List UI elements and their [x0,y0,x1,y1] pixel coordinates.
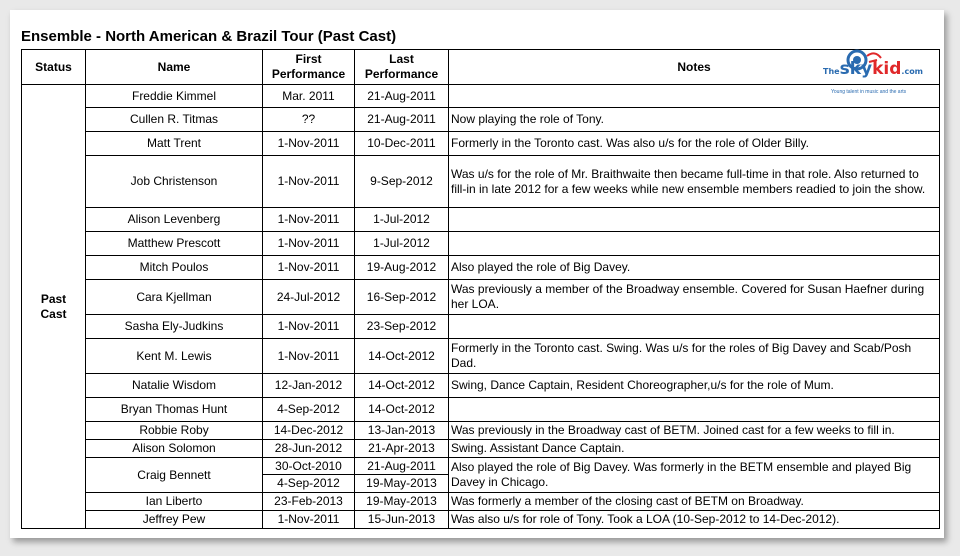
notes-cell: Was u/s for the role of Mr. Braithwaite then became full-time in that role. Also returned to fill-in in late 2012 for a few weeks while new ensemble members readied to join the show. [449,156,940,208]
cast-name-cell: Jeffrey Pew [86,511,263,529]
cast-name-cell: Alison Solomon [86,440,263,458]
table-row [22,132,940,156]
last-performance-cell: 21-Aug-2011 [355,85,449,108]
first-performance-cell: 30-Oct-2010 [263,458,355,475]
skykid-logo [823,48,933,96]
logo-kid: kid [872,59,902,79]
first-performance-cell: 24-Jul-2012 [263,280,355,315]
notes-cell [449,398,940,422]
first-performance-cell: Mar. 2011 [263,85,355,108]
cast-name-cell: Cullen R. Titmas [86,108,263,132]
table-row [22,440,940,458]
logo-sky: sky [839,59,873,79]
last-performance-cell: 23-Sep-2012 [355,315,449,339]
header-name: Name [86,50,263,85]
header-notes [449,50,940,95]
table-row [22,315,940,339]
table-row [22,280,940,315]
header-notes-label: Notes [677,59,711,74]
first-performance-cell: 23-Feb-2013 [263,493,355,511]
notes-cell [449,208,940,232]
cast-name-cell: Kent M. Lewis [86,339,263,374]
notes-cell: Was formerly a member of the closing cast of BETM on Broadway. [449,493,940,511]
first-performance-cell: 4-Sep-2012 [263,398,355,422]
header-last-performance: Last Performance [355,50,449,85]
header-row [22,50,940,85]
first-performance-cell: 4-Sep-2012 [263,475,355,493]
first-performance-cell: 14-Dec-2012 [263,422,355,440]
table-row [22,208,940,232]
cast-name-cell: Sasha Ely-Judkins [86,315,263,339]
cast-name-cell: Cara Kjellman [86,280,263,315]
cast-name-cell: Bryan Thomas Hunt [86,398,263,422]
first-performance-cell: ?? [263,108,355,132]
cast-name-cell: Job Christenson [86,156,263,208]
cast-name-cell: Robbie Roby [86,422,263,440]
notes-cell: Was also u/s for role of Tony. Took a LOA (10-Sep-2012 to 14-Dec-2012). [449,511,940,529]
table-row [22,156,940,208]
notes-cell: Also played the role of Big Davey. Was formerly in the BETM ensemble and played Big Davey in Chicago. [449,458,940,493]
header-status: Status [22,50,86,85]
last-performance-cell: 9-Sep-2012 [355,156,449,208]
last-performance-cell: 21-Aug-2011 [355,458,449,475]
status-cell: Past Cast [22,85,86,529]
last-performance-cell: 14-Oct-2012 [355,339,449,374]
first-performance-cell: 1-Nov-2011 [263,232,355,256]
cast-name-cell: Craig Bennett [86,458,263,493]
table-row [22,85,940,108]
first-performance-cell: 1-Nov-2011 [263,256,355,280]
last-performance-cell: 1-Jul-2012 [355,208,449,232]
cast-name-cell: Mitch Poulos [86,256,263,280]
last-performance-cell: 14-Oct-2012 [355,374,449,398]
header-first-performance: First Performance [263,50,355,85]
first-performance-cell: 12-Jan-2012 [263,374,355,398]
skykid-logo-text [823,59,924,79]
cast-name-cell: Alison Levenberg [86,208,263,232]
notes-cell: Formerly in the Toronto cast. Was also u/s for the role of Older Billy. [449,132,940,156]
last-performance-cell: 10-Dec-2011 [355,132,449,156]
last-performance-cell: 13-Jan-2013 [355,422,449,440]
notes-cell: Swing, Dance Captain, Resident Choreographer,u/s for the role of Mum. [449,374,940,398]
last-performance-cell: 14-Oct-2012 [355,398,449,422]
cast-name-cell: Ian Liberto [86,493,263,511]
table-row [22,374,940,398]
cast-table [21,49,940,529]
notes-cell: Formerly in the Toronto cast. Swing. Was u/s for the roles of Big Davey and Scab/Posh Dad. [449,339,940,374]
first-performance-cell: 1-Nov-2011 [263,132,355,156]
table-row [22,232,940,256]
last-performance-cell: 16-Sep-2012 [355,280,449,315]
last-performance-cell: 19-Aug-2012 [355,256,449,280]
last-performance-cell: 15-Jun-2013 [355,511,449,529]
table-row [22,398,940,422]
last-performance-cell: 1-Jul-2012 [355,232,449,256]
spreadsheet-page [10,10,944,538]
cast-name-cell: Freddie Kimmel [86,85,263,108]
logo-tagline: Young talent in music and the arts [831,89,907,95]
table-row [22,493,940,511]
notes-cell [449,232,940,256]
first-performance-cell: 1-Nov-2011 [263,208,355,232]
notes-cell [449,315,940,339]
first-performance-cell: 28-Jun-2012 [263,440,355,458]
logo-the: The [823,67,840,76]
notes-cell: Was previously a member of the Broadway ensemble. Covered for Susan Haefner during her LOA. [449,280,940,315]
notes-cell: Also played the role of Big Davey. [449,256,940,280]
notes-cell: Now playing the role of Tony. [449,108,940,132]
last-performance-cell: 19-May-2013 [355,475,449,493]
cast-name-cell: Matthew Prescott [86,232,263,256]
last-performance-cell: 21-Apr-2013 [355,440,449,458]
last-performance-cell: 21-Aug-2011 [355,108,449,132]
first-performance-cell: 1-Nov-2011 [263,339,355,374]
notes-cell: Was previously in the Broadway cast of BETM. Joined cast for a few weeks to fill in. [449,422,940,440]
table-row [22,458,940,475]
table-row [22,339,940,374]
first-performance-cell: 1-Nov-2011 [263,511,355,529]
cast-name-cell: Natalie Wisdom [86,374,263,398]
table-row [22,108,940,132]
cast-name-cell: Matt Trent [86,132,263,156]
page-title: Ensemble - North American & Brazil Tour (Past Cast) [21,28,397,45]
table-row [22,256,940,280]
table-row [22,511,940,529]
logo-com: .com [901,67,924,76]
first-performance-cell: 1-Nov-2011 [263,156,355,208]
last-performance-cell: 19-May-2013 [355,493,449,511]
table-row [22,422,940,440]
first-performance-cell: 1-Nov-2011 [263,315,355,339]
notes-cell: Swing. Assistant Dance Captain. [449,440,940,458]
